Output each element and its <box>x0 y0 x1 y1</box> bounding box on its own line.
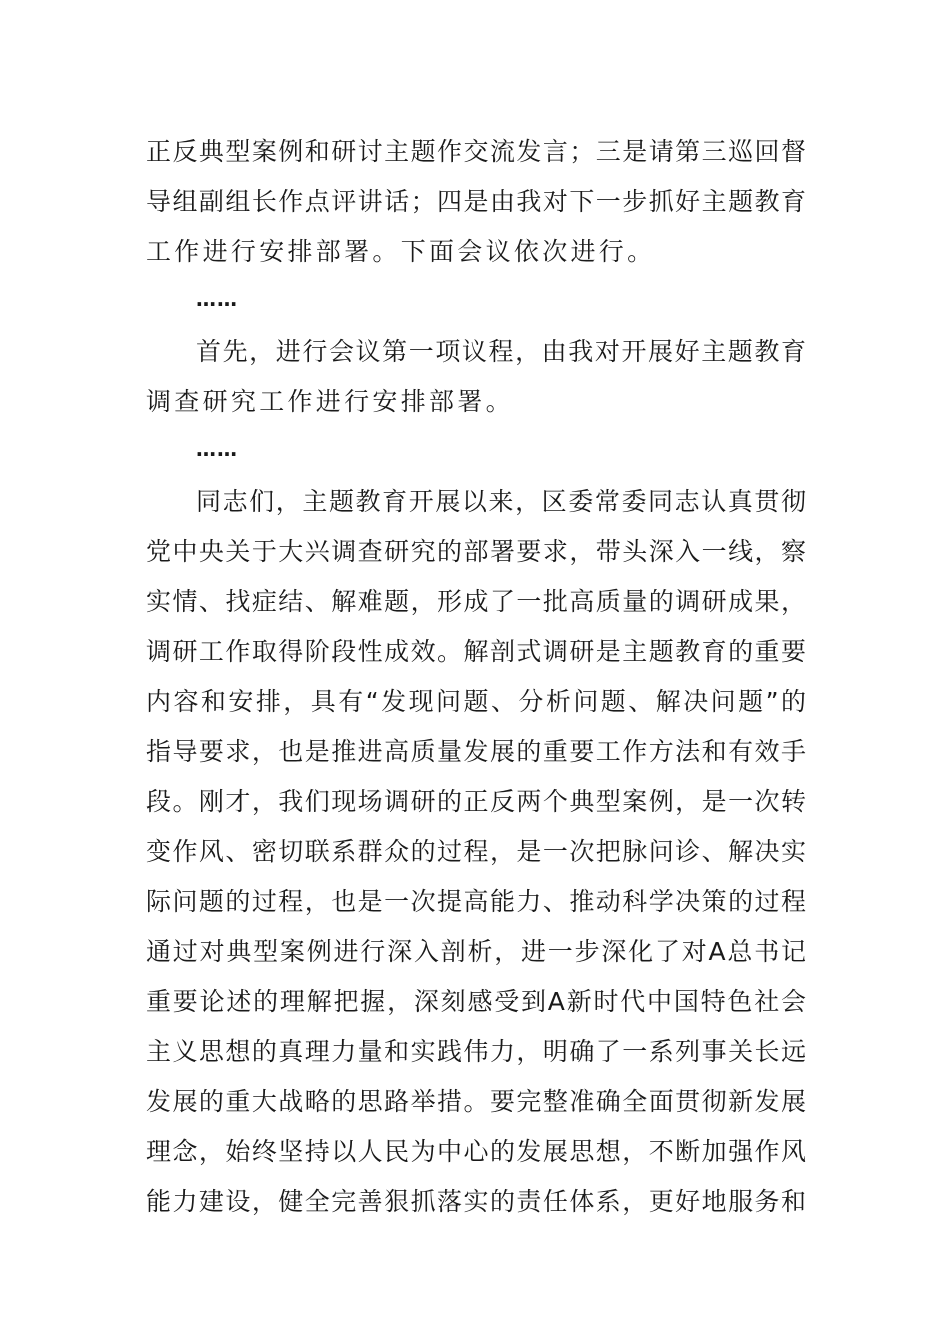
paragraph-line: 际问题的过程，也是一次提高能力、推动科学决策的过程 <box>146 887 806 916</box>
paragraph-line: 调查研究工作进行安排部署。 <box>146 387 514 416</box>
paragraph-line: 能力建设，健全完善狠抓落实的责任体系，更好地服务和 <box>146 1187 806 1216</box>
paragraph-line: 调研工作取得阶段性成效。解剖式调研是主题教育的重要 <box>146 637 806 666</box>
paragraph-line: 首先，进行会议第一项议程，由我对开展好主题教育 <box>196 337 806 366</box>
paragraph-line: 党中央关于大兴调查研究的部署要求，带头深入一线，察 <box>146 537 806 566</box>
paragraph-line: 内容和安排，具有“发现问题、分析问题、解决问题”的 <box>146 687 806 716</box>
paragraph-line: 主义思想的真理力量和实践伟力，明确了一系列事关长远 <box>146 1037 806 1066</box>
paragraph-line: 变作风、密切联系群众的过程，是一次把脉问诊、解决实 <box>146 837 806 866</box>
paragraph-line: 段。刚才，我们现场调研的正反两个典型案例，是一次转 <box>146 787 806 816</box>
paragraph-line: 重要论述的理解把握，深刻感受到A新时代中国特色社会 <box>146 987 806 1016</box>
paragraph-line: 通过对典型案例进行深入剖析，进一步深化了对A总书记 <box>146 937 806 966</box>
paragraph-line: 同志们，主题教育开展以来，区委常委同志认真贯彻 <box>196 487 806 516</box>
paragraph-line: 指导要求，也是推进高质量发展的重要工作方法和有效手 <box>146 737 806 766</box>
ellipsis-marker: …… <box>196 437 238 461</box>
ellipsis-marker: …… <box>196 287 238 311</box>
paragraph-line: 实情、找症结、解难题，形成了一批高质量的调研成果， <box>146 587 806 616</box>
paragraph-line: 发展的重大战略的思路举措。要完整准确全面贯彻新发展 <box>146 1087 806 1116</box>
paragraph-line: 工作进行安排部署。下面会议依次进行。 <box>146 237 656 266</box>
paragraph-line: 正反典型案例和研讨主题作交流发言；三是请第三巡回督 <box>146 137 806 166</box>
paragraph-line: 理念，始终坚持以人民为中心的发展思想，不断加强作风 <box>146 1137 806 1166</box>
paragraph-line: 导组副组长作点评讲话；四是由我对下一步抓好主题教育 <box>146 187 806 216</box>
